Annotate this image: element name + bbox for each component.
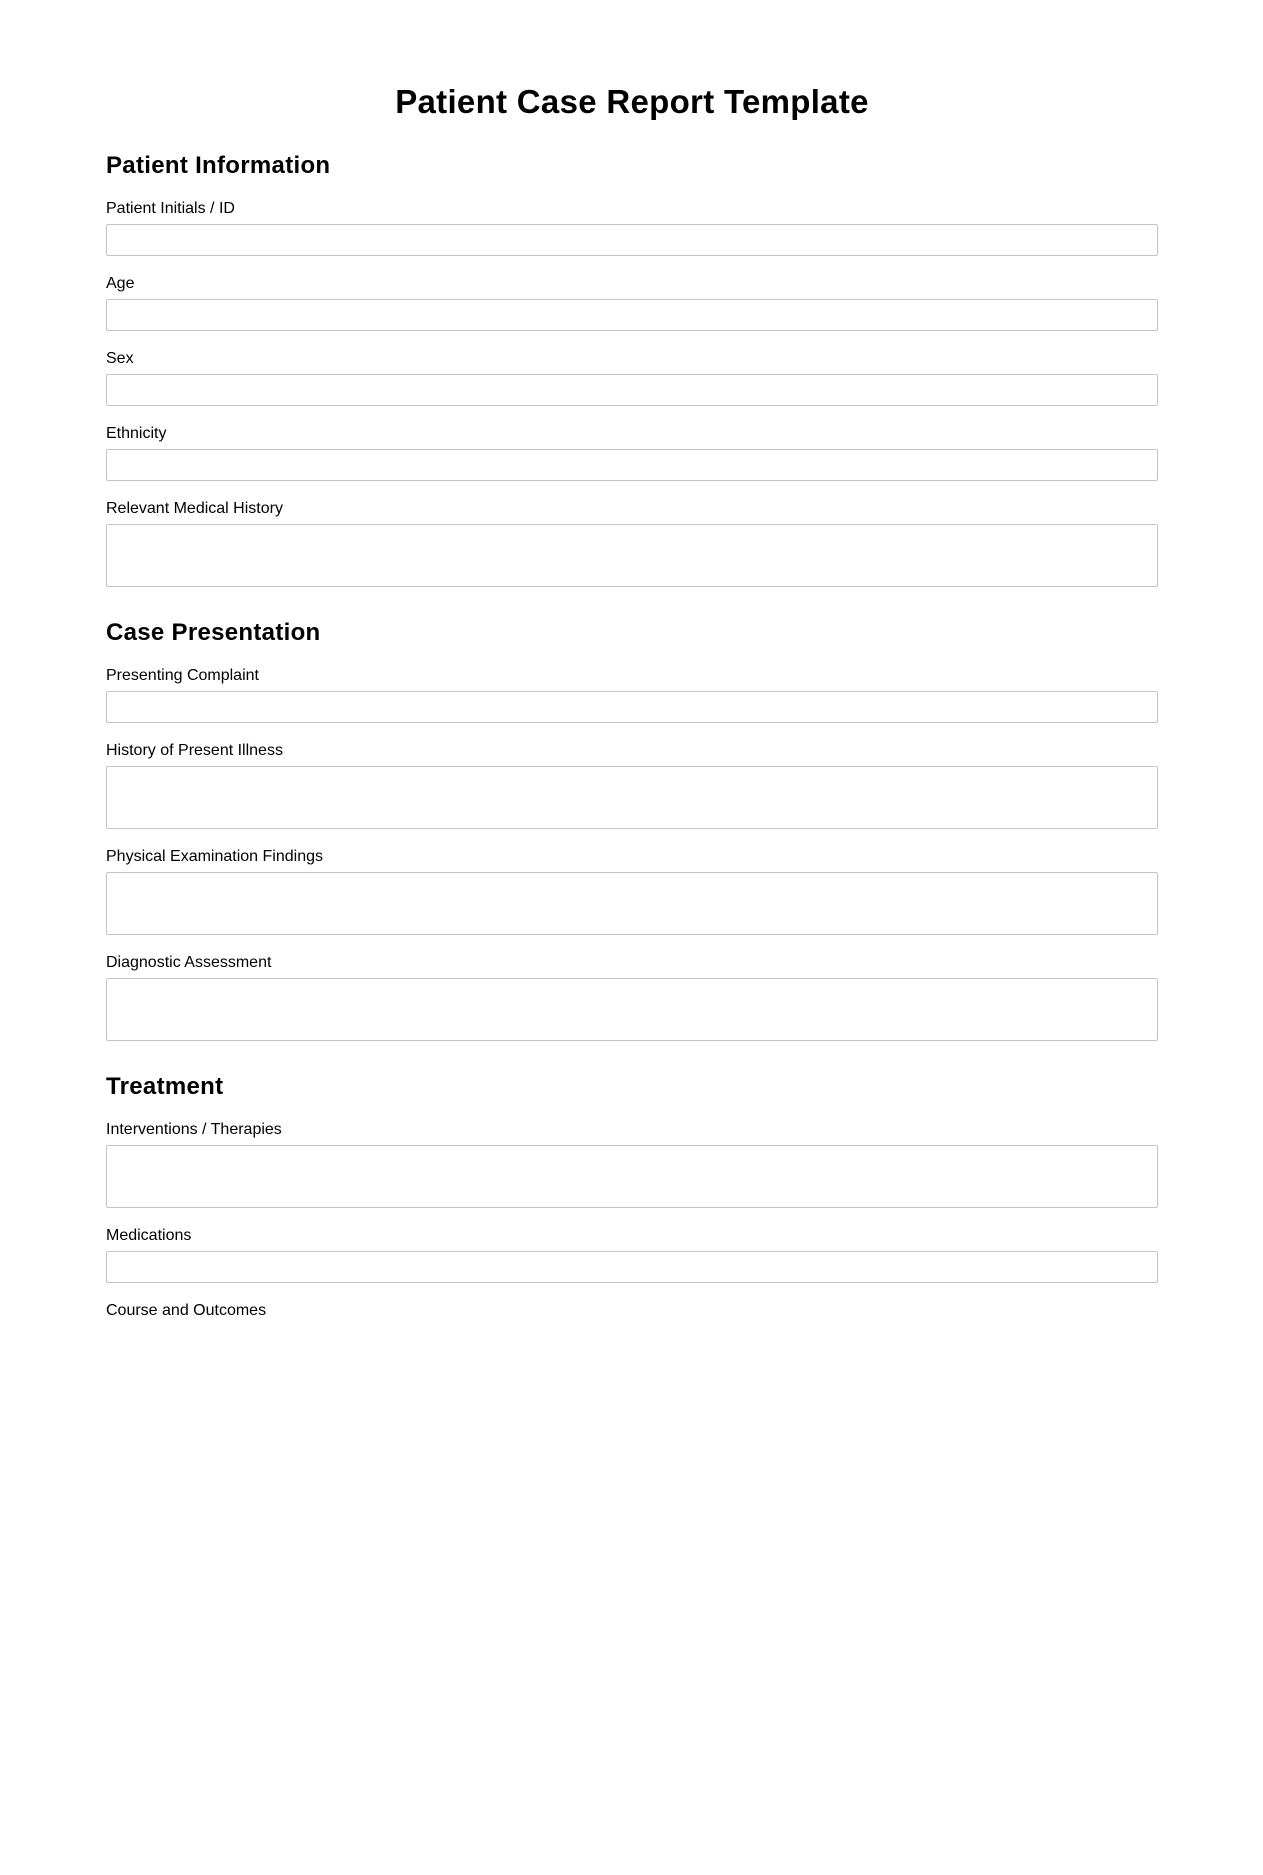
label-medications: Medications [106, 1227, 192, 1244]
ethnicity-input[interactable] [106, 449, 1158, 481]
relevant-medical-history-textarea[interactable] [106, 524, 1158, 587]
medications-input[interactable] [106, 1251, 1158, 1283]
presenting-complaint-input[interactable] [106, 691, 1158, 723]
section-heading-treatment: Treatment [106, 1073, 224, 1100]
label-age: Age [106, 275, 135, 292]
section-heading-patient-information: Patient Information [106, 152, 331, 179]
sex-input[interactable] [106, 374, 1158, 406]
label-diagnostic-assessment: Diagnostic Assessment [106, 954, 272, 971]
label-ethnicity: Ethnicity [106, 425, 167, 442]
label-history-of-present-illness: History of Present Illness [106, 742, 283, 759]
physical-examination-findings-textarea[interactable] [106, 872, 1158, 935]
label-patient-initials-id: Patient Initials / ID [106, 200, 235, 217]
label-physical-examination-findings: Physical Examination Findings [106, 848, 323, 865]
label-relevant-medical-history: Relevant Medical History [106, 500, 283, 517]
label-interventions-therapies: Interventions / Therapies [106, 1121, 282, 1138]
section-heading-case-presentation: Case Presentation [106, 619, 321, 646]
label-course-and-outcomes: Course and Outcomes [106, 1302, 267, 1319]
patient-initials-id-input[interactable] [106, 224, 1158, 256]
diagnostic-assessment-textarea[interactable] [106, 978, 1158, 1041]
interventions-therapies-textarea[interactable] [106, 1145, 1158, 1208]
history-of-present-illness-textarea[interactable] [106, 766, 1158, 829]
label-presenting-complaint: Presenting Complaint [106, 667, 259, 684]
age-input[interactable] [106, 299, 1158, 331]
label-sex: Sex [106, 350, 134, 367]
page-title: Patient Case Report Template [395, 83, 869, 120]
